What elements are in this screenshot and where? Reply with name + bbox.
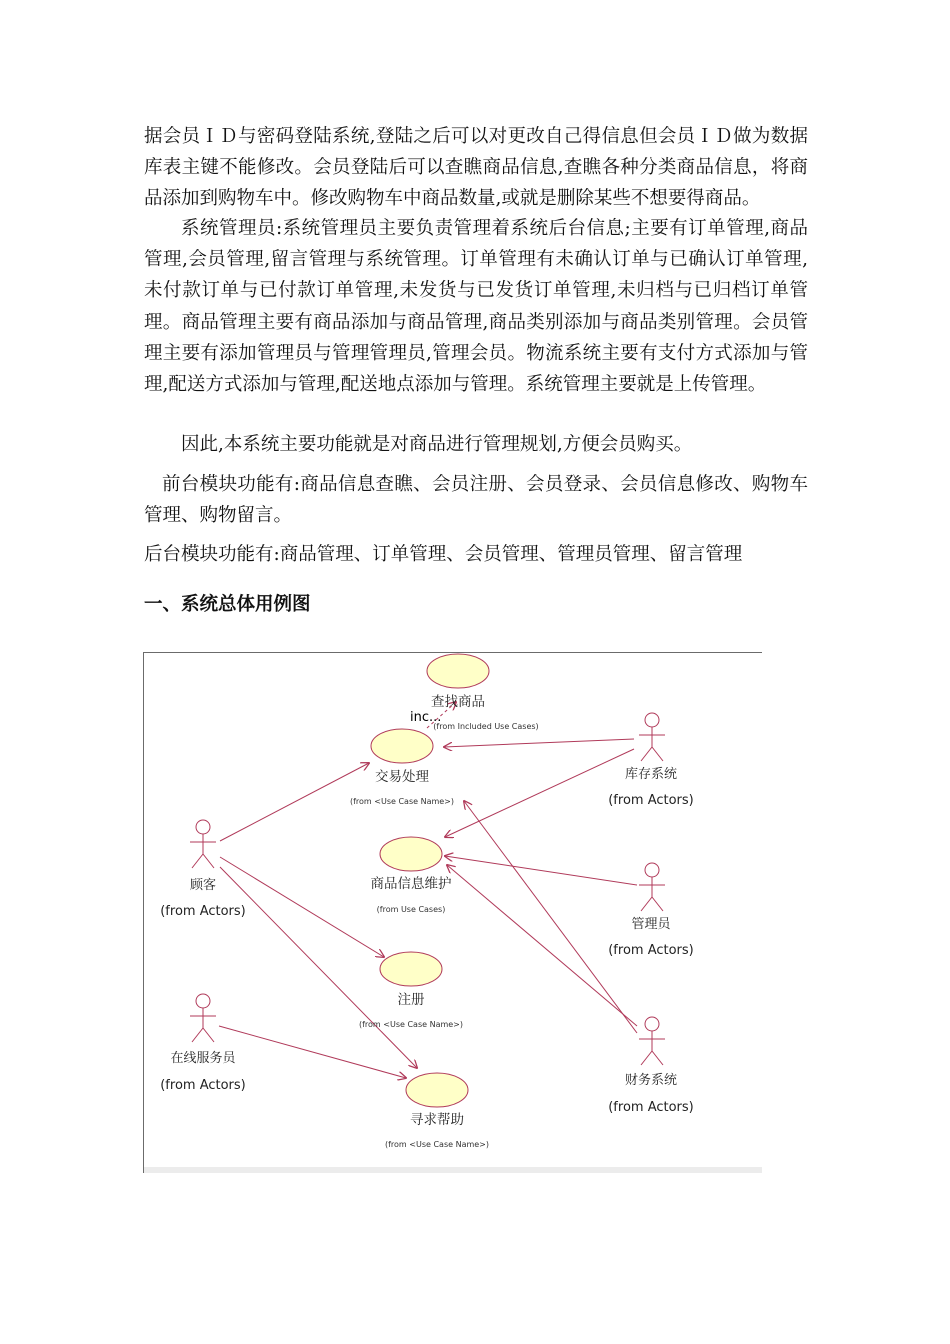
use-case-source: (from Included Use Cases) <box>433 722 539 731</box>
use-case-source: (from <Use Case Name>) <box>349 797 455 806</box>
actor-name: 在线服务员 <box>170 1051 236 1066</box>
edge-attendant-help <box>219 1026 406 1078</box>
stick-figure-icon <box>190 820 216 868</box>
use-case-name: 商品信息维护 <box>370 876 452 892</box>
paragraph-admin: 系统管理员:系统管理员主要负责管理着系统后台信息;主要有订单管理,商品管理,会员管理,留言管理与系统管理。订单管理有未确认订单与已确认订单管理,未付款订单与已付款订单管理,未发货与已发货订单管理,未归档与已归档订单管理。商品管理主要有商品添加与商品管理,商品类别添加与商品类别管理。会员管理主要有添加管理员与管理管理员,管理会员。物流系统主要有支付方式添加与管理,配送方式添加与管理,配送地点添加与管理。系统管理主要就是上传管理。 <box>144 218 808 396</box>
diagram-scrollbar[interactable] <box>144 1167 762 1173</box>
actor-source: (from Actors) <box>608 1100 694 1115</box>
actor-source: (from Actors) <box>608 793 694 808</box>
use-case-source: (from <Use Case Name>) <box>384 1140 490 1149</box>
actor-name: 顾客 <box>189 878 217 893</box>
actor-name: 财务系统 <box>624 1073 678 1088</box>
use-case-source: (from <Use Case Name>) <box>358 1020 464 1029</box>
use-case-transaction[interactable] <box>350 729 454 806</box>
actor-customer[interactable] <box>160 820 246 919</box>
actor-finance-system[interactable] <box>608 1017 694 1115</box>
actor-name: 库存系统 <box>624 767 678 782</box>
actor-inventory-system[interactable] <box>608 713 694 808</box>
edge-admin-maintenance <box>445 856 637 885</box>
include-stereotype-label: inc... <box>410 710 442 725</box>
stick-figure-icon <box>190 994 216 1042</box>
use-case-search-product[interactable] <box>427 654 539 731</box>
actor-online-attendant[interactable] <box>160 994 246 1093</box>
actor-source: (from Actors) <box>160 1078 246 1093</box>
use-case-source: (from Use Cases) <box>376 905 446 914</box>
use-case-diagram-canvas <box>144 653 762 1173</box>
actor-name: 管理员 <box>631 917 671 932</box>
paragraph-summary: 因此,本系统主要功能就是对商品进行管理规划,方便会员购买。 <box>181 434 693 455</box>
actor-administrator[interactable] <box>608 863 694 958</box>
section-heading: 一、系统总体用例图 <box>144 594 311 615</box>
actor-source: (from Actors) <box>160 904 246 919</box>
paragraph-member-login: 据会员ＩＤ与密码登陆系统,登陆之后可以对更改自己得信息但会员ＩＤ做为数据库表主键不能修改。会员登陆后可以查瞧商品信息,查瞧各种分类商品信息，将商品添加到购物车中。修改购物车中商品数量,或就是删除某些不想要得商品。 <box>144 126 808 210</box>
stick-figure-icon <box>639 713 665 761</box>
use-case-product-maintenance[interactable] <box>371 837 452 914</box>
use-case-name: 查找商品 <box>431 694 485 710</box>
use-case-register[interactable] <box>359 952 463 1029</box>
edge-inventory-transaction <box>444 739 634 747</box>
paragraph-backend-modules: 后台模块功能有:商品管理、订单管理、会员管理、管理员管理、留言管理 <box>144 544 743 565</box>
use-case-seek-help[interactable] <box>385 1073 489 1149</box>
edge-customer-transaction <box>220 763 369 841</box>
use-case-name: 注册 <box>397 992 425 1008</box>
edge-finance-transaction <box>464 801 637 1033</box>
stick-figure-icon <box>639 863 665 911</box>
use-case-name: 交易处理 <box>375 769 429 785</box>
paragraph-frontend-modules: 前台模块功能有:商品信息查瞧、会员注册、会员登录、会员信息修改、购物车管理、购物留言。 <box>144 474 808 527</box>
use-case-name: 寻求帮助 <box>410 1112 464 1128</box>
edge-inventory-maintenance <box>445 749 634 837</box>
use-case-diagram <box>143 652 762 1173</box>
actor-source: (from Actors) <box>608 943 694 958</box>
stick-figure-icon <box>639 1017 665 1065</box>
